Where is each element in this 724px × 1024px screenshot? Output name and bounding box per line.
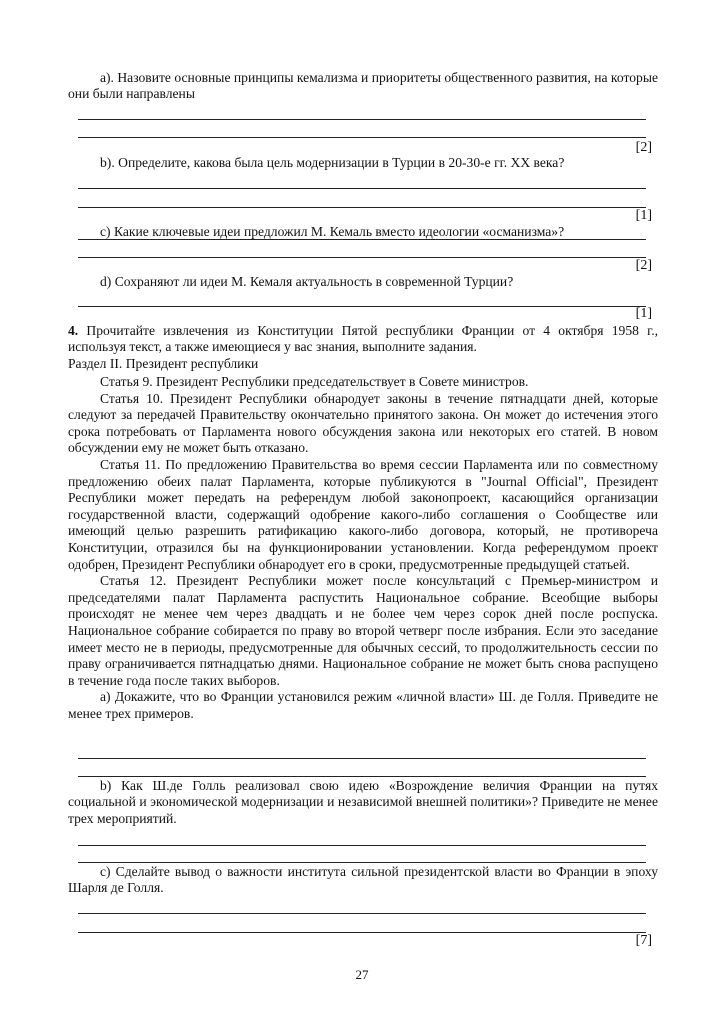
score-mark: [1] (635, 208, 652, 223)
answer-line (78, 862, 646, 863)
answer-line (78, 845, 646, 846)
score-mark: [2] (635, 140, 652, 155)
question-4-intro-text: Прочитайте извлечения из Конституции Пятой республики Франции от 4 октября 1958 г., используя текст, а также имеющиеся у вас знания, выполните задания. (68, 323, 658, 355)
article-12: Статья 12. Президент Республики может после консультаций с Премьер-министром и председателями палат Парламента распустить Национальное собрание. Всеобщие выборы происходят не менее чем через двадцать и не более чем через сорок дней после роспуска. Национальное собрание собирается по праву во второй четверг после избрания. Если это заседание имеет место не в периоды, предусмотренные для обычных сессий, то продолжительность сессии по праву ограничивается пятнадцатью днями. Национальное собрание не может быть снова распущено в течение года после таких выборов. (68, 573, 658, 688)
article-9: Статья 9. Президент Республики председательствует в Совете министров. (100, 374, 529, 389)
question-4c: с) Сделайте вывод о важности института сильной президентской власти во Франции в эпоху Шарля де Голля. (68, 864, 658, 896)
page-number: 27 (355, 967, 369, 982)
question-3c: с) Какие ключевые идеи предложил М. Кемаль вместо идеологии «османизма»? (100, 224, 565, 239)
answer-line (78, 207, 646, 208)
score-mark: [2] (635, 258, 652, 273)
question-4a: а) Докажите, что во Франции установился режим «личной власти» Ш. де Голля. Приведите не менее трех примеров. (68, 689, 658, 721)
answer-line (78, 137, 646, 138)
section-heading: Раздел II. Президент республики (68, 356, 259, 371)
answer-line (78, 776, 646, 777)
answer-line (78, 306, 646, 307)
question-3a: а). Назовите основные принципы кемализма и приоритеты общественного развития, на которые они были направлены (68, 70, 658, 102)
score-mark: [1] (635, 306, 652, 321)
constitution-excerpt (68, 374, 658, 722)
question-3b: b). Определите, какова была цель модернизации в Турции в 20-30-е гг. XX века? (100, 155, 565, 170)
answer-line (78, 758, 646, 759)
answer-line (78, 119, 646, 120)
answer-line (78, 932, 646, 933)
answer-line (78, 188, 646, 189)
question-4-intro (68, 323, 658, 356)
question-4b: b) Как Ш.де Голль реализовал свою идею «Возрождение величия Франции на путях социальной и экономической модернизации и независимой внешней политики»? Приведите не менее трех мероприятий. (68, 778, 658, 826)
answer-line (78, 257, 646, 258)
article-10: Статья 10. Президент Республики обнародует законы в течение пятнадцати дней, которые следуют за передачей Правительству окончательно принятого закона. Он может до истечения этого срока потребовать от Парламента нового обсуждения закона или некоторых его статей. В новом обсуждении ему не может быть отказано. (68, 390, 658, 456)
question-3d: d) Сохраняют ли идеи М. Кемаля актуальность в современной Турции? (100, 274, 514, 289)
article-11: Статья 11. По предложению Правительства во время сессии Парламента или по совместному предложению обеих палат Парламента, которые публикуются в "Journal Official", Президент Республики может передать на референдум любой законопроект, касающийся организации государственной власти, содержащий одобрение какого-либо соглашения о Сообществе или имеющий целью разрешить ратификацию какого-либо договора, который, не противореча Конституции, отразился бы на функционировании установлении. Когда референдумом проект одобрен, Президент Республики обнародует его в сроки, предусмотренные предыдущей статьей. (68, 456, 658, 572)
answer-line (78, 239, 646, 240)
score-mark: [7] (635, 933, 652, 948)
question-4-number: 4. (68, 323, 79, 338)
answer-line (78, 913, 646, 914)
